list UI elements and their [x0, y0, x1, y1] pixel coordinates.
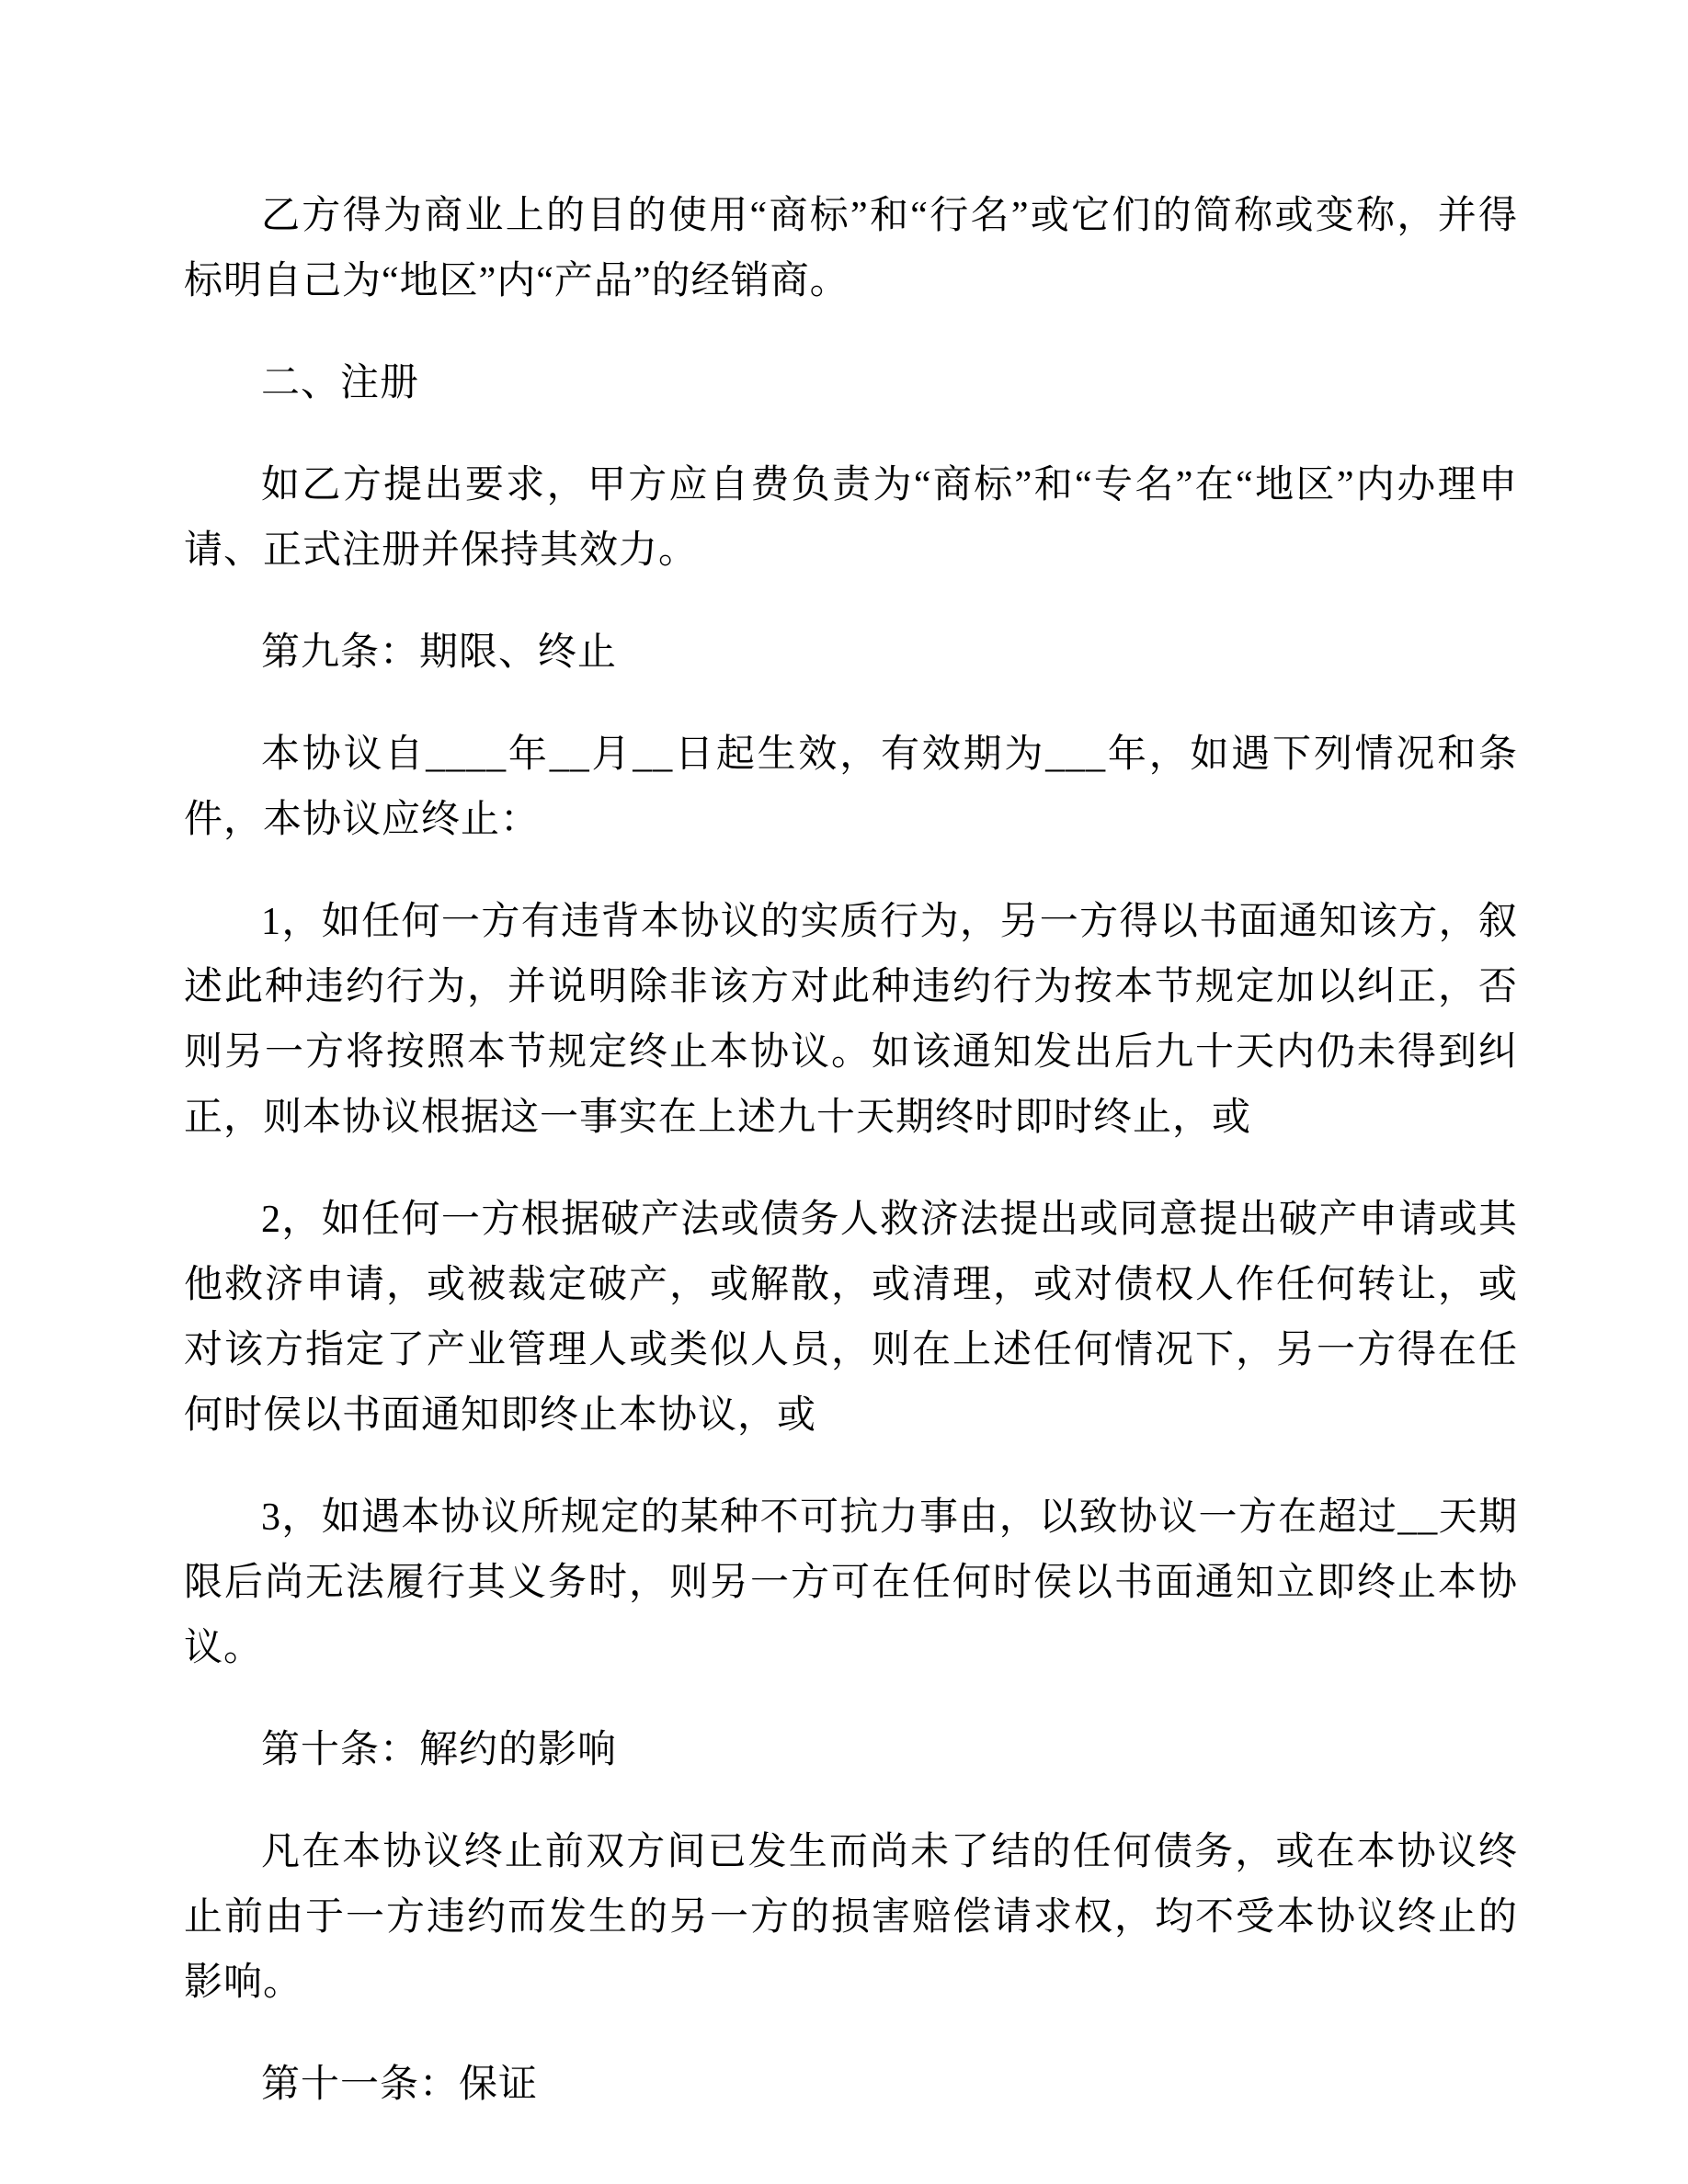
- paragraph-trademark-use: 乙方得为商业上的目的使用“商标”和“行名”或它们的简称或变称，并得标明自己为“地区”内“产品”的经销商。: [184, 195, 1518, 302]
- heading-article-10-effect: 第十条：解约的影响: [261, 1729, 618, 1771]
- paragraph-termination-item-1: 1，如任何一方有违背本协议的实质行为，另一方得以书面通知该方，叙述此种违约行为，并说明除非该方对此种违约行为按本节规定加以纠正，否则另一方将按照本节规定终止本协议。如该通知发出后九十天内仍未得到纠正，则本协议根据这一事实在上述九十天期终时即时终止，或: [184, 901, 1518, 1139]
- paragraph-termination-item-2: 2，如任何一方根据破产法或债务人救济法提出或同意提出破产申请或其他救济申请，或被裁定破产，或解散，或清理，或对债权人作任何转让，或对该方指定了产业管理人或类似人员，则在上述任何情况下，另一方得在任何时侯以书面通知即终止本协议，或: [184, 1199, 1518, 1437]
- heading-article-11-warranty: 第十一条：保证: [261, 2064, 539, 2106]
- paragraph-effective-date: 本协议自____年__月__日起生效，有效期为___年，如遇下列情况和条件，本协议应终止：: [184, 734, 1518, 841]
- paragraph-termination-item-3: 3，如遇本协议所规定的某种不可抗力事由，以致协议一方在超过__天期限后尚无法履行其义务时，则另一方可在任何时侯以书面通知立即终止本协议。: [184, 1496, 1518, 1669]
- paragraph-registration-duty: 如乙方提出要求，甲方应自费负责为“商标”和“专名”在“地区”内办理申请、正式注册并保持其效力。: [184, 464, 1518, 572]
- heading-article-9-term: 第九条：期限、终止: [261, 631, 618, 674]
- heading-registration: 二、注册: [261, 362, 420, 404]
- paragraph-surviving-claims: 凡在本协议终止前双方间已发生而尚未了结的任何债务，或在本协议终止前由于一方违约而发生的另一方的损害赔偿请求权，均不受本协议终止的影响。: [184, 1831, 1518, 2004]
